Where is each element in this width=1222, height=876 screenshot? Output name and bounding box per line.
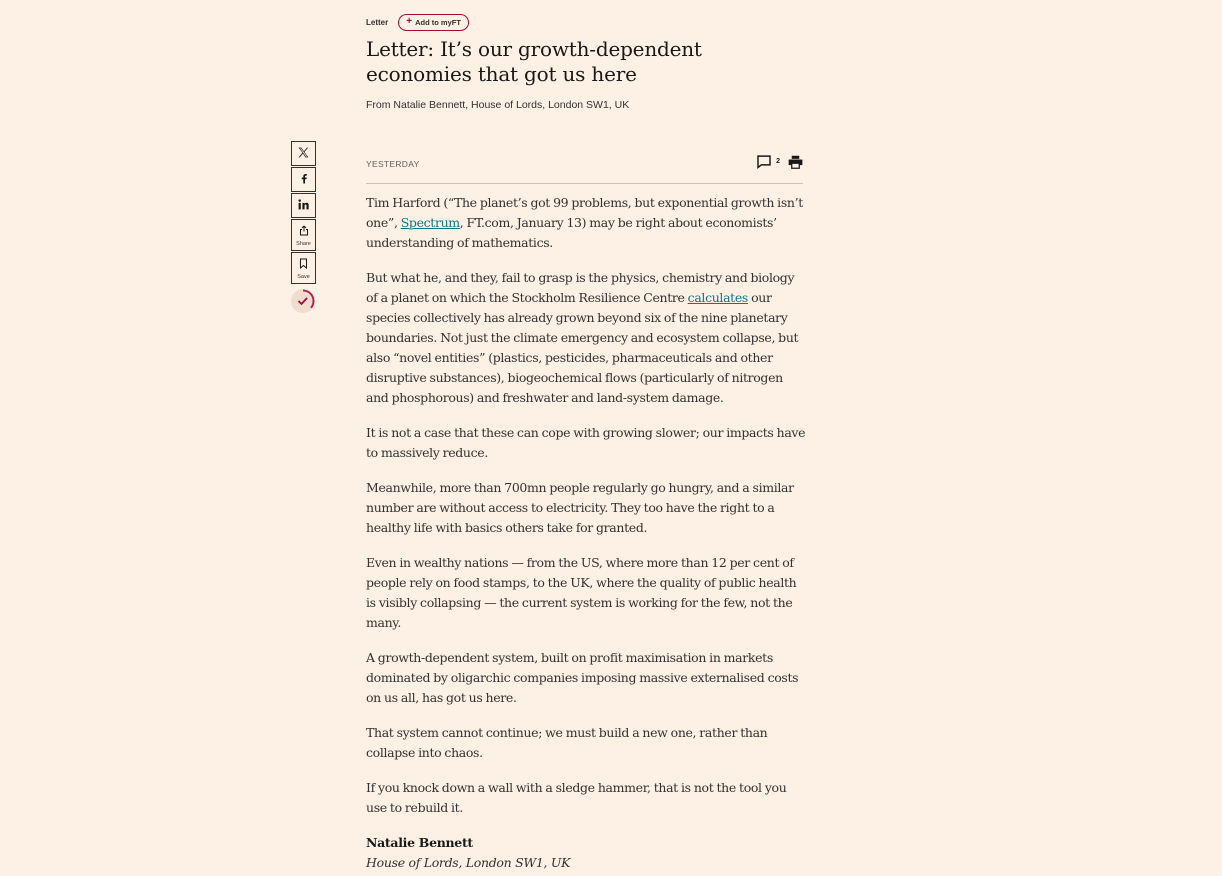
save-button[interactable] bbox=[291, 252, 316, 284]
article-actions bbox=[756, 154, 803, 173]
share-label: Share bbox=[296, 240, 311, 247]
article-title: Letter: It’s our growth-dependent economies that got us here bbox=[366, 37, 702, 86]
text-run: Tim Harford (“The planet’s got 99 problems, but exponential growth isn’t one”, bbox=[366, 195, 803, 230]
plus-icon: + bbox=[406, 16, 413, 27]
paragraph bbox=[366, 193, 806, 253]
paragraph: It is not a case that these can cope with growing slower; our impacts have to massively reduce. bbox=[366, 425, 806, 460]
facebook-icon bbox=[298, 172, 310, 188]
paragraph bbox=[366, 268, 806, 408]
article-body bbox=[366, 193, 806, 873]
signature-address: House of Lords, London SW1, UK bbox=[366, 855, 571, 870]
paragraph: Even in wealthy nations — from the US, where more than 12 per cent of people rely on food stamps, to the UK, where the quality of public health is visibly collapsing — the current system is working for the few, not the many. bbox=[366, 555, 797, 630]
x-icon bbox=[297, 146, 310, 162]
comment-icon[interactable] bbox=[756, 154, 772, 173]
text-run: , FT.com, January 13) may be right about economists’ understanding of mathematics. bbox=[366, 215, 777, 250]
comment-count[interactable]: 2 bbox=[776, 158, 780, 165]
share-icon bbox=[299, 224, 309, 239]
article-standfirst: From Natalie Bennett, House of Lords, London SW1, UK bbox=[366, 99, 630, 111]
save-label: Save bbox=[297, 273, 310, 280]
paragraph: If you knock down a wall with a sledge hammer, that is not the tool you use to rebuild it. bbox=[366, 780, 787, 815]
print-icon[interactable] bbox=[788, 154, 803, 173]
publish-date: YESTERDAY bbox=[366, 158, 420, 169]
paragraph: Meanwhile, more than 700mn people regularly go hungry, and a similar number are without access to electricity. They too have the right to a healthy life with basics others take for granted. bbox=[366, 480, 794, 535]
calculates-link[interactable]: calculates bbox=[687, 290, 748, 305]
spectrum-link[interactable]: Spectrum bbox=[400, 215, 460, 230]
article-header bbox=[366, 12, 806, 111]
paragraph: A growth-dependent system, built on profit maximisation in markets dominated by oligarchic companies imposing massive externalised costs on us all, has got us here. bbox=[366, 650, 799, 705]
signature-name: Natalie Bennett bbox=[366, 835, 473, 850]
paragraph: That system cannot continue; we must build a new one, rather than collapse into chaos. bbox=[366, 725, 768, 760]
share-button[interactable] bbox=[291, 219, 316, 251]
share-facebook-button[interactable] bbox=[291, 167, 316, 192]
add-to-myft-label: Add to myFT bbox=[415, 17, 461, 27]
share-x-button[interactable] bbox=[291, 141, 316, 166]
article-tag[interactable]: Letter bbox=[366, 17, 389, 27]
linkedin-icon bbox=[297, 198, 310, 214]
text-run: But what he, and they, fail to grasp is the physics, chemistry and biology of a planet on which the Stockholm Resilience Centre bbox=[366, 270, 795, 305]
text-run: our species collectively has already grown beyond six of the nine planetary boundaries. Not just the climate emergency and ecosystem collapse, but also “novel entities” (plastics, pesticides, pharmaceuticals and other disruptive substances), biogeochemical flows (particularly of nitrogen and phosphorous) and freshwater and land-system damage. bbox=[366, 290, 799, 405]
tag-row bbox=[366, 12, 806, 32]
share-toolbar bbox=[291, 141, 316, 313]
share-linkedin-button[interactable] bbox=[291, 193, 316, 218]
bookmark-icon bbox=[299, 257, 308, 272]
reading-progress-icon bbox=[291, 289, 315, 313]
article-meta bbox=[366, 152, 803, 184]
add-to-myft-button[interactable] bbox=[398, 14, 469, 31]
